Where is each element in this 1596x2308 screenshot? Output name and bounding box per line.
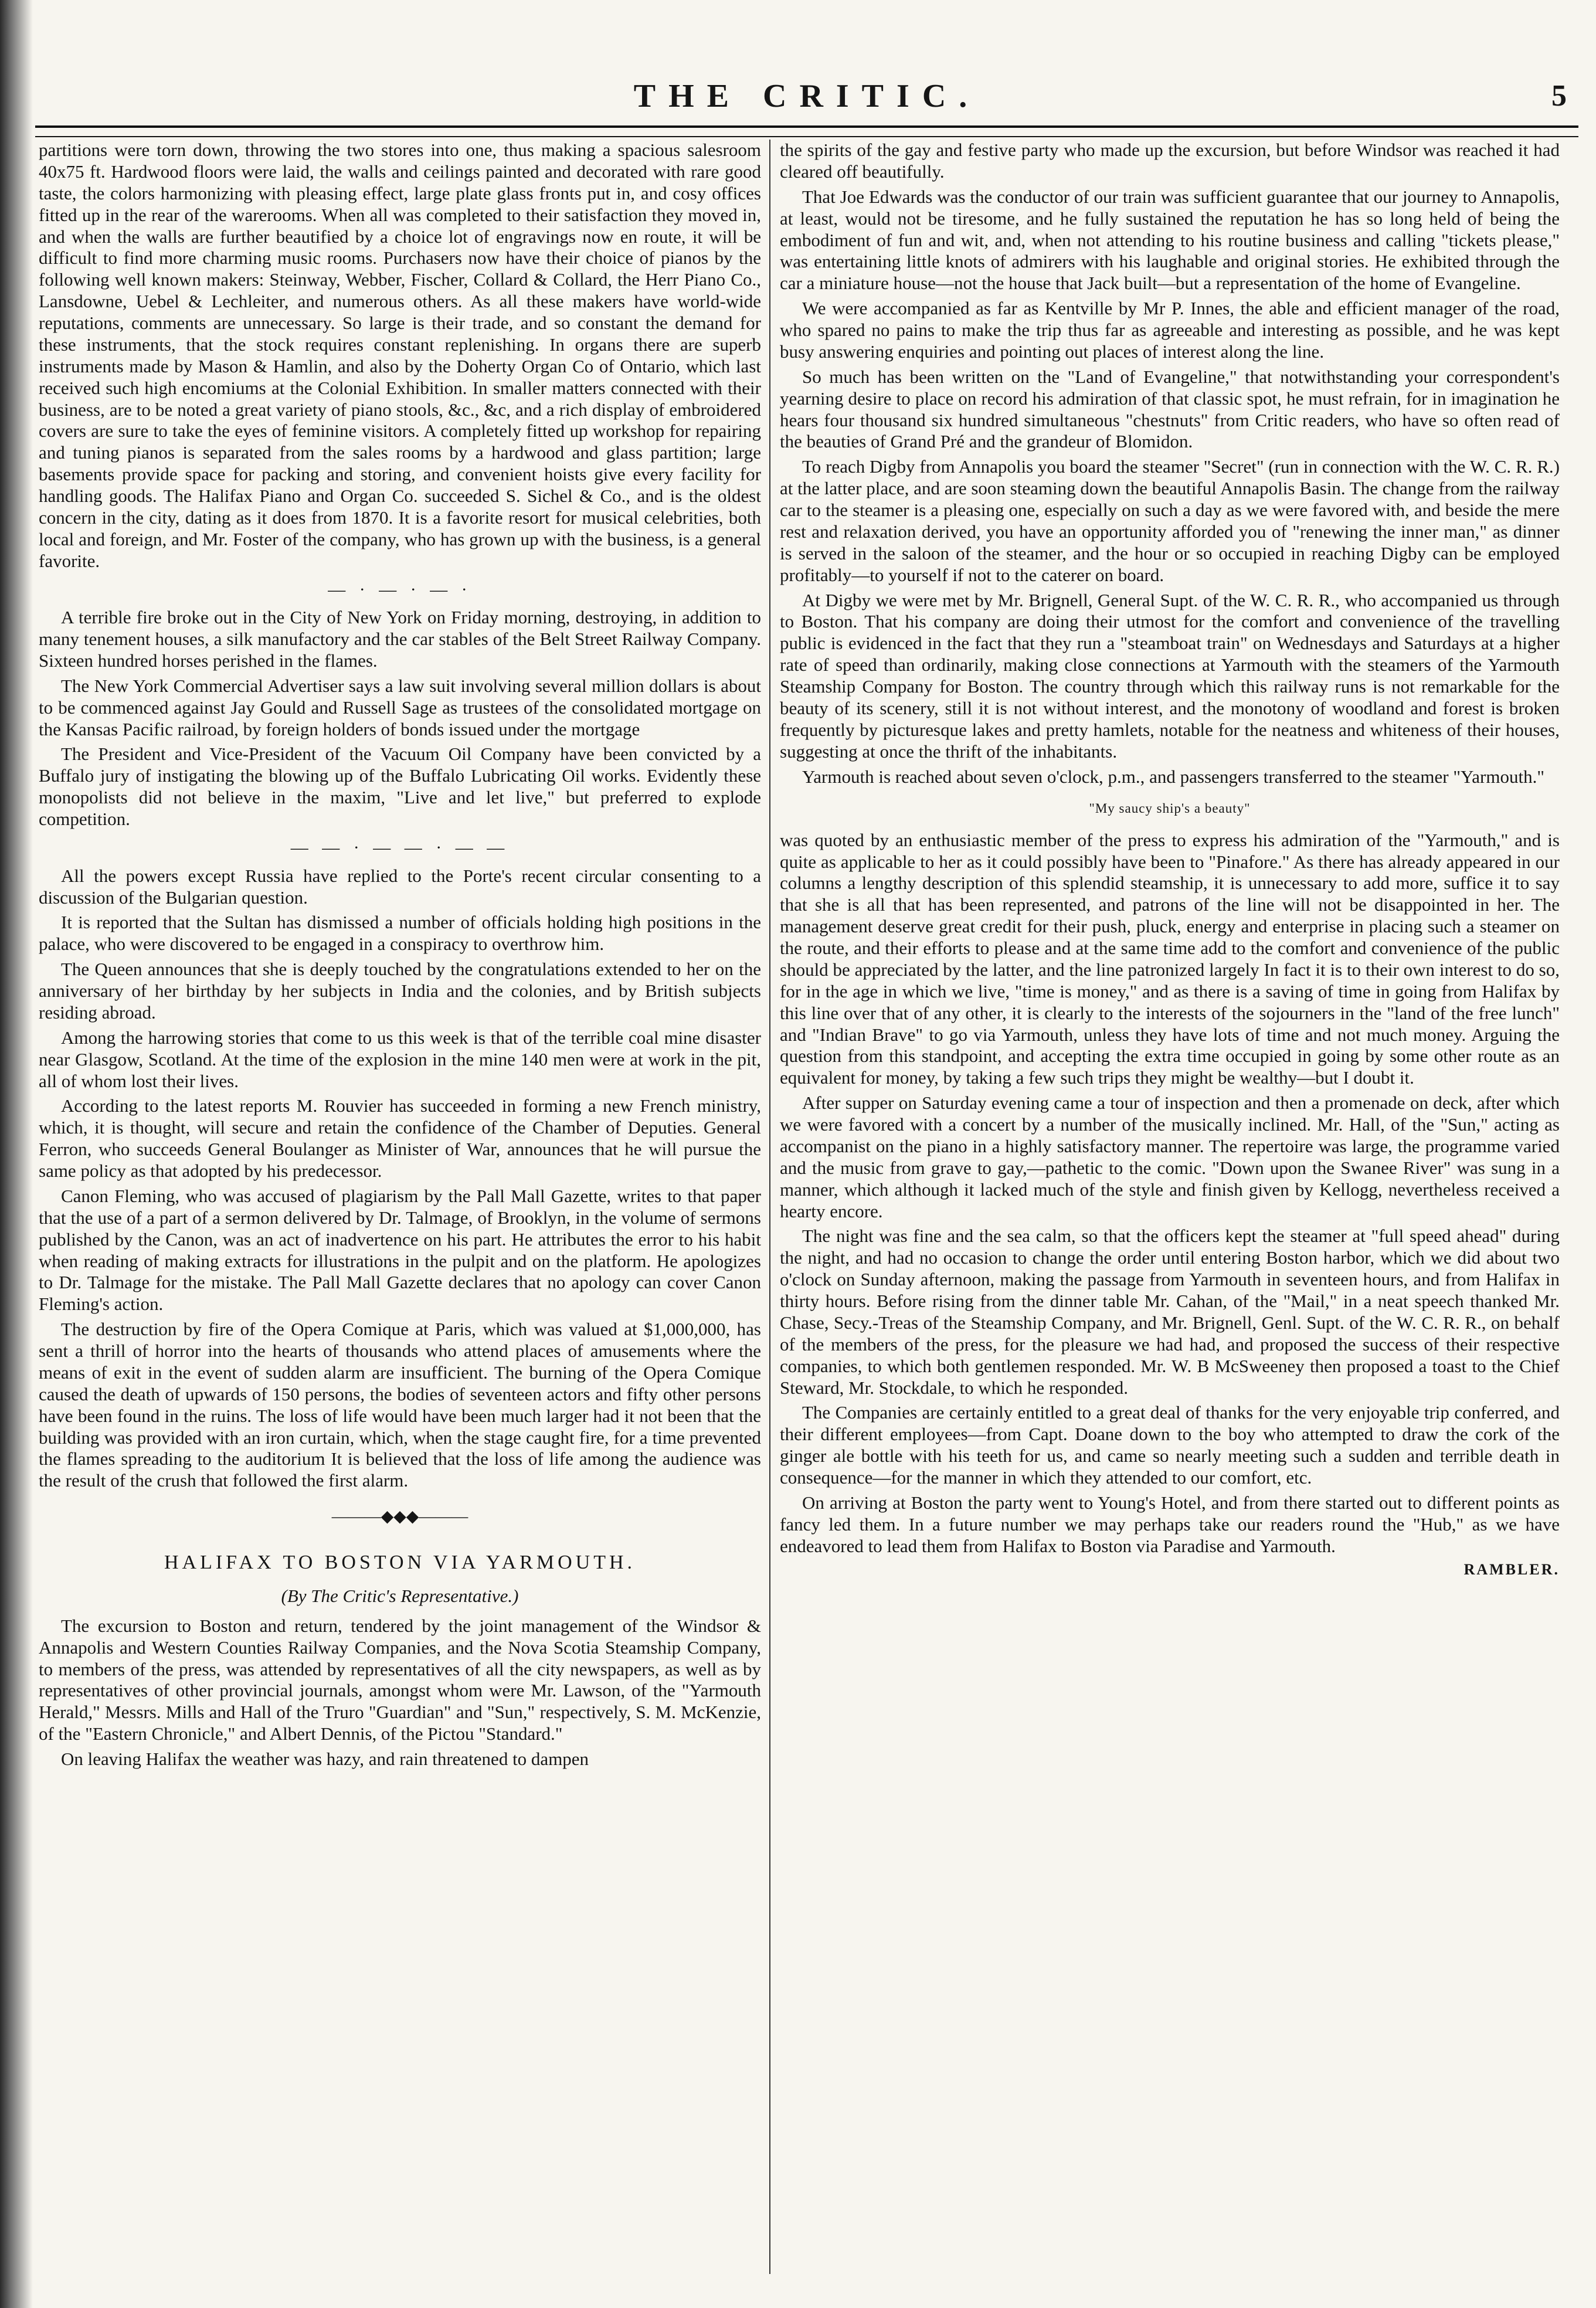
article-paragraph: So much has been written on the "Land of Evangeline," that notwithstanding your correspondent's yearning desire to place on record his admiration of that classic spot, he must refrain, for in imagination he hears four thousand six hundred simultaneous "chestnuts" from Critic readers, who have so often read of the beauties of Grand Pré and the grandeur of Blomidon. — [780, 366, 1560, 452]
article-paragraph: the spirits of the gay and festive party who made up the excursion, but before Windsor was reached it had cleared off beautifully. — [780, 140, 1560, 182]
article-paragraph: The Queen announces that she is deeply touched by the congratulations extended to her on the anniversary of her birthday by her subjects in India and the colonies, and by British subjects residing abroad. — [39, 959, 761, 1023]
left-column — [39, 140, 761, 1774]
section-separator: — — · — — · — — — [290, 837, 510, 857]
article-paragraph: After supper on Saturday evening came a tour of inspection and then a promenade on deck, after which we were favored with a concert by a number of the musically inclined. Mr. Hall, of the "Sun," acting as accompanist on the piano in a highly satisfactory manner. The repertoire was large, the programme varied and the music from grave to gay,—pathetic to the comic. "Down upon the Swanee River" was sung in a manner, which although it lacked much of the style and finish given by Kellogg, nevertheless received a hearty encore. — [780, 1092, 1560, 1221]
article-paragraph: According to the latest reports M. Rouvier has succeeded in forming a new French ministry, which, it is thought, will secure and retain the confidence of the Chamber of Deputies. General Ferron, who succeeds General Boulanger as Minister of War, announces that he will pursue the same policy as that adopted by his predecessor. — [39, 1095, 761, 1181]
article-paragraph: The New York Commercial Advertiser says a law suit involving several million dollars is about to be commenced against Jay Gould and Russell Sage as trustees of the consolidated mortgage on the Kansas Pacific railroad, by foreign holders of bonds issued under the mortgage — [39, 675, 761, 739]
ornament-divider: ———◆◆◆——— — [331, 1508, 468, 1526]
header-rule — [35, 125, 1578, 137]
article-paragraph: To reach Digby from Annapolis you board the steamer "Secret" (run in connection with the W. C. R. R.) at the latter place, and are soon steaming down the beautiful Annapolis Basin. The change from the railway car to the steamer is a pleasing one, especially on such a day as we were favored with, and beside the mere rest and relaxation derived, you have an opportunity afforded you of "renewing the inner man," as dinner is served in the saloon of the steamer, and the hour or so occupied in reaching Digby can be employed profitably—to yourself if not to the caterer on board. — [780, 456, 1560, 585]
article-paragraph: We were accompanied as far as Kentville by Mr P. Innes, the able and efficient manager of the road, who spared no pains to make the trip thus far as agreeable and interesting as possible, and he was kept busy answering enquiries and pointing out places of interest along the line. — [780, 298, 1560, 362]
article-paragraph: was quoted by an enthusiastic member of the press to express his admiration of the "Yarmouth," and is quite as applicable to her as it could possibly have been to "Pinafore." As there has already appeared in our columns a lengthy description of this splendid steamship, it is unnecessary to add more, suffice it to say that she is all that has been represented, and patrons of the line will not be disappointed in her. The management deserve great credit for their push, pluck, energy and enterprise in placing such a steamer on the route, and their efforts to please and at the same time add to the comfort and convenience of the public should be appreciated by the latter, and the line patronized largely In fact it is to their own interest to do so, for in the age in which we live, "time is money," and as there is a saving of time in going from Halifax by this line over that of any other, it is clearly to the interests of the sojourners in the "land of the free lunch" and "Indian Brave" to go via Yarmouth, unless they have lots of time and not much money. Arguing the question from this standpoint, and accepting the extra time occupied in going by some other route as an equivalent for money, by taking a few such trips they might be wealthy—but I doubt it. — [780, 829, 1560, 1088]
article-paragraph: A terrible fire broke out in the City of New York on Friday morning, destroying, in addition to many tenement houses, a silk manufactory and the car stables of the Belt Street Railway Company. Sixteen hundred horses perished in the flames. — [39, 607, 761, 671]
article-paragraph: The excursion to Boston and return, tendered by the joint management of the Windsor & Annapolis and Western Counties Railway Companies, and the Nova Scotia Steamship Company, to members of the press, was attended by representatives of all the city newspapers, as well as by representatives of other provincial journals, amongst whom were Mr. Lawson, of the "Yarmouth Herald," Messrs. Mills and Hall of the Truro "Guardian" and "Sun," respectively, S. M. McKenzie, of the "Eastern Chronicle," and Albert Dennis, of the Pictou "Standard." — [39, 1615, 761, 1744]
article-headline: HALIFAX TO BOSTON VIA YARMOUTH. — [164, 1552, 636, 1574]
newspaper-title: THE CRITIC. — [633, 78, 980, 114]
article-paragraph: partitions were torn down, throwing the two stores into one, thus making a spacious salesroom 40x75 ft. Hardwood floors were laid, the walls and ceilings painted and decorated with rare good taste, the colors harmonizing with pleasing effect, large plate glass fronts put in, and cosy offices fitted up in the rear of the warerooms. When all was completed to their satisfaction they moved in, and when the walls are further beautified by a choice lot of engravings now en route, it will be difficult to find more charming music rooms. Purchasers now have their choice of pianos by the following well known makers: Steinway, Webber, Fischer, Collard & Collard, the Herr Piano Co., Lansdowne, Uebel & Lechleiter, and numerous others. As all these makers have world-wide reputations, comments are unnecessary. So large is their trade, and so constant the demand for these instruments, that the stock requires constant replenishing. In organs there are superb instruments made by Mason & Hamlin, and also by the Doherty Organ Co of Ontario, which last received such high encomiums at the Colonial Exhibition. In smaller matters connected with their business, are to be noted a great variety of piano stools, &c., &c, and a rich display of embroidered covers are sure to take the eyes of feminine visitors. A completely fitted up workshop for repairing and tuning pianos is separated from the sales rooms by a hardwood and glass partition; large basements provide space for packing and storing, and convenient hoists give every facility for handling goods. The Halifax Piano and Organ Co. succeeded S. Sichel & Co., and is the oldest concern in the city, dating as it does from 1870. It is a favorite resort for musical celebrities, both local and foreign, and Mr. Foster of the company, who has grown up with the business, is a general favorite. — [39, 140, 761, 571]
article-paragraph: On leaving Halifax the weather was hazy, and rain threatened to dampen — [61, 1749, 589, 1770]
article-paragraph: The President and Vice-President of the Vacuum Oil Company have been convicted by a Buffalo jury of instigating the blowing up of the Buffalo Lubricating Oil works. Evidently these monopolists did not believe in the maxim, "Live and let live," but preferred to explode competition. — [39, 744, 761, 830]
article-paragraph: Canon Fleming, who was accused of plagiarism by the Pall Mall Gazette, writes to that paper that the use of a part of a sermon delivered by Dr. Talmage, of Brooklyn, in the volume of sermons published by the Canon, was an act of inadvertence on his part. He attributes the error to his habit when reading of making extracts for illustrations in the pulpit and on the platform. He apologizes to Dr. Talmage for the mistake. The Pall Mall Gazette declares that no apology can cover Canon Fleming's action. — [39, 1185, 761, 1315]
article-paragraph: It is reported that the Sultan has dismissed a number of officials holding high positions in the palace, who were discovered to be engaged in a conspiracy to overthrow him. — [39, 912, 761, 955]
article-paragraph: At Digby we were met by Mr. Brignell, General Supt. of the W. C. R. R., who accompanied us through to Boston. That his company are doing their utmost for the comfort and convenience of the travelling public is evidenced in the fact that they run a "steamboat train" on Wednesdays and Saturdays at a higher rate of speed than ordinarily, making close connections at Yarmouth with the steamers of the Yarmouth Steamship Company for Boston. The country through which this railway runs is not remarkable for the beauty of its scenery, still it is not without interest, and the monotony of woodland and forest is broken frequently by picturesque lakes and pretty hamlets, notable for the neatness and whiteness of their houses, suggesting at once the thrift of the inhabitants. — [780, 589, 1560, 762]
column-divider — [769, 140, 770, 2274]
page-number: 5 — [1551, 79, 1567, 113]
right-column — [780, 140, 1560, 1579]
masthead — [35, 77, 1578, 124]
section-separator: — · — · — · — [328, 579, 472, 599]
article-paragraph: Yarmouth is reached about seven o'clock, p.m., and passengers transferred to the steamer "Yarmouth." — [802, 766, 1544, 787]
article-paragraph: All the powers except Russia have replied to the Porte's recent circular consenting to a discussion of the Bulgarian question. — [39, 865, 761, 908]
article-paragraph: The night was fine and the sea calm, so that the officers kept the steamer at "full speed ahead" during the night, and had no occasion to change the order until entering Boston harbor, which we did about two o'clock on Sunday afternoon, making the passage from Yarmouth in seventeen hours, and from Halifax in thirty hours. Before rising from the dinner table Mr. Cahan, of the "Mail," in a neat speech thanked Mr. Chase, Secy.-Treas of the Steamship Company, and Mr. Brignell, Genl. Supt. of the W. C. R. R., on behalf of the members of the press, for the pleasure we had had, and proposed the success of their respective companies, to which both gentlemen responded. Mr. W. B McSweeney then proposed a toast to the Chief Steward, Mr. Stockdale, to which he responded. — [780, 1226, 1560, 1398]
article-paragraph: The destruction by fire of the Opera Comique at Paris, which was valued at $1,000,000, has sent a thrill of horror into the hearts of thousands who attend places of amusements where the means of exit in the event of sudden alarm are insufficient. The burning of the Opera Comique caused the death of upwards of 150 persons, the bodies of seventeen actors and fifty other persons have been found in the ruins. The loss of life would have been much larger had it not been that the building was provided with an iron curtain, which, when the stage caught fire, for a time prevented the flames spreading to the auditorium It is believed that the loss of life among the audience was the result of the crush that followed the first alarm. — [39, 1319, 761, 1491]
article-paragraph: The Companies are certainly entitled to a great deal of thanks for the very enjoyable trip conferred, and their different employees—from Capt. Doane down to the boy who attempted to draw the cork of the ginger ale bottle with his teeth for us, and came so nearly meeting such a sudden and terrible death in consequence—for the manner in which they attended to our comfort, etc. — [780, 1402, 1560, 1488]
article-paragraph: On arriving at Boston the party went to Young's Hotel, and from there started out to different points as fancy led them. In a future number we may perhaps take our readers round the "Hub," as we have endeavored to lead them from Halifax to Boston via Paradise and Yarmouth. — [780, 1492, 1560, 1556]
article-paragraph: That Joe Edwards was the conductor of our train was sufficient guarantee that our journey to Annapolis, at least, would not be tiresome, and he fully sustained the reputation he has so long held of being the embodiment of fun and wit, and, when not attending to his routine business and calling "tickets please," was entertaining little knots of admirers with his laughable and original stories. He exhibited through the car a miniature house—not the house that Jack built—but a representation of the home of Evangeline. — [780, 186, 1560, 294]
article-paragraph: Among the harrowing stories that come to us this week is that of the terrible coal mine disaster near Glasgow, Scotland. At the time of the explosion in the mine 140 men were at work in the pit, all of whom lost their lives. — [39, 1027, 761, 1091]
article-byline: (By The Critic's Representative.) — [281, 1585, 519, 1606]
pull-quote: "My saucy ship's a beauty" — [1089, 801, 1251, 816]
scanned-page-edge — [0, 0, 33, 2308]
author-signature: RAMBLER. — [1463, 1560, 1560, 1578]
